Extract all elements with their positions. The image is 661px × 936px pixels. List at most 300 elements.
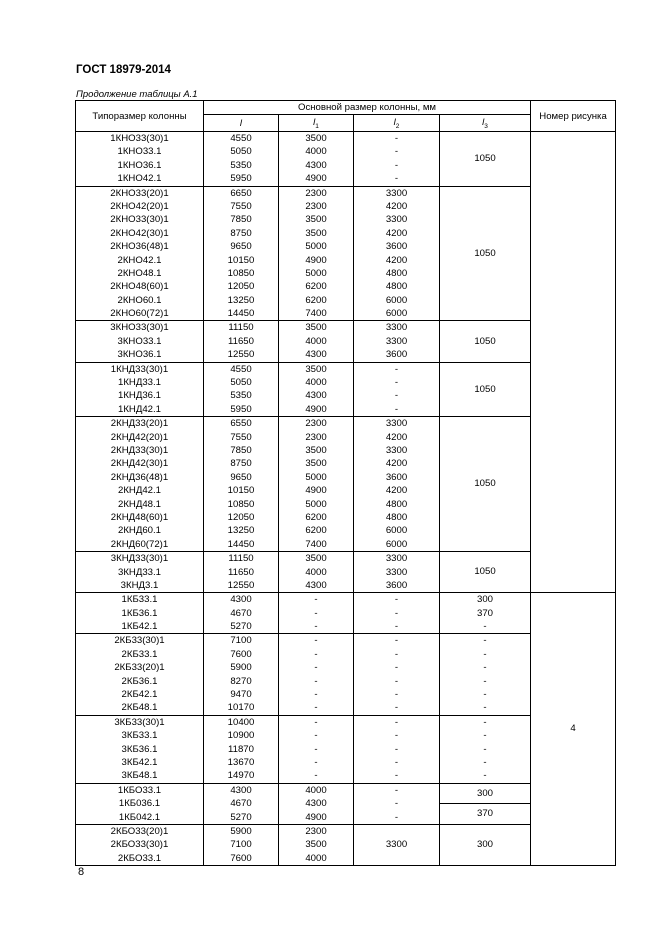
value-l2: 3300 — [385, 335, 408, 347]
value-l1: - — [314, 756, 318, 768]
column-type-name: 3КНО33.1 — [117, 335, 162, 347]
column-type-name: 1КНД33.1 — [117, 377, 162, 389]
value-l3_rows: - — [483, 770, 487, 782]
value-l: 11650 — [228, 335, 254, 347]
value-l3_rows: - — [483, 675, 487, 687]
header-l2 — [354, 115, 440, 132]
value-l2: 3600 — [385, 349, 408, 361]
value-l2: 3600 — [385, 241, 408, 253]
value-l: 12050 — [227, 511, 255, 523]
cell-stack-l1 — [279, 715, 354, 783]
cell-stack-types — [76, 593, 204, 634]
value-l1: 7400 — [305, 538, 327, 550]
value-l2: 4800 — [385, 267, 408, 279]
cell-stack-l — [204, 552, 279, 593]
value-l1: 4000 — [305, 335, 327, 347]
column-type-name: 2КНД42(20)1 — [110, 431, 169, 443]
value-l2: 3300 — [385, 214, 408, 226]
column-type-name: 3КБ33.1 — [121, 730, 158, 742]
column-type-name: 1КБО33.1 — [117, 784, 162, 796]
value-l2: - — [394, 716, 399, 728]
cell-stack-l2 — [354, 715, 440, 783]
value-l2: 6000 — [385, 294, 408, 306]
column-type-name: 3КБ36.1 — [121, 743, 158, 755]
value-l2: 4200 — [385, 227, 408, 239]
column-type-name: 3КНО33(30)1 — [110, 322, 169, 334]
value-l2: 3300 — [354, 824, 440, 865]
figure-number-empty — [531, 132, 616, 593]
cell-stack-l2 — [354, 362, 440, 417]
value-l1: 4300 — [305, 579, 327, 591]
table-body — [76, 132, 616, 866]
column-type-name: 2КНО36(48)1 — [110, 241, 169, 253]
value-l1: 6200 — [305, 281, 327, 293]
value-l1: 2300 — [305, 418, 327, 430]
table-caption: Продолжение таблицы А.1 — [76, 89, 198, 100]
value-l: 7100 — [230, 635, 252, 647]
value-l1: 4000 — [305, 146, 327, 158]
value-l3_rows: - — [483, 689, 487, 701]
column-type-name: 3КБ48.1 — [121, 770, 158, 782]
value-l: 12050 — [227, 281, 255, 293]
column-type-name: 2КНО60.1 — [117, 294, 162, 306]
value-l: 10850 — [227, 267, 255, 279]
value-l2: - — [394, 756, 399, 768]
header-l1-label: l — [313, 116, 316, 128]
header-l3 — [440, 115, 531, 132]
value-l: 7550 — [230, 200, 252, 212]
value-l1: 6200 — [305, 294, 327, 306]
cell-stack-l — [204, 132, 279, 187]
value-l2: - — [394, 159, 399, 171]
cell-stack-types — [76, 824, 204, 865]
value-l2: - — [394, 770, 399, 782]
value-l1: - — [314, 648, 318, 660]
value-l1: 3500 — [305, 227, 327, 239]
cell-stack-l1 — [279, 362, 354, 417]
column-type-name: 2КНД42(30)1 — [110, 458, 169, 470]
column-type-name: 1КНД33(30)1 — [110, 363, 169, 375]
cell-stack-l1 — [279, 593, 354, 634]
cell-stack-types — [76, 321, 204, 362]
value-l: 9650 — [230, 241, 252, 253]
value-l: 11870 — [228, 743, 254, 755]
value-l: 4670 — [230, 798, 252, 810]
value-l: 10170 — [227, 702, 255, 714]
cell-stack-l2 — [354, 593, 440, 634]
value-l2: - — [394, 403, 399, 415]
value-l3_rows: - — [483, 702, 487, 714]
cell-stack-l2 — [354, 321, 440, 362]
cell-stack-l — [204, 824, 279, 865]
column-type-name: 1КБ33.1 — [121, 594, 158, 606]
cell-stack-l1 — [279, 321, 354, 362]
value-l2: 3300 — [385, 444, 408, 456]
value-l1: 3500 — [305, 214, 327, 226]
value-l: 5050 — [230, 146, 252, 158]
value-l2: 4200 — [385, 200, 408, 212]
value-l: 5900 — [230, 662, 252, 674]
cell-stack-l — [204, 715, 279, 783]
column-type-name: 3КНО36.1 — [117, 349, 162, 361]
value-l3_rows: - — [483, 743, 487, 755]
column-type-name: 1КБ42.1 — [121, 621, 158, 633]
value-l3_rows: - — [483, 621, 487, 633]
value-l1: - — [314, 675, 318, 687]
value-l: 11150 — [228, 322, 254, 334]
value-l3_rows: - — [483, 716, 487, 728]
header-figure: Номер рисунка — [531, 101, 616, 132]
value-l3: 1050 — [440, 321, 531, 362]
value-l: 5950 — [230, 403, 252, 415]
value-l: 8750 — [230, 227, 252, 239]
value-l: 10850 — [227, 498, 255, 510]
value-l: 8750 — [230, 458, 252, 470]
value-l1: 5000 — [305, 241, 327, 253]
column-type-name: 2КНО33(30)1 — [110, 214, 169, 226]
column-type-name: 2КНД42.1 — [117, 485, 162, 497]
value-l1: 2300 — [305, 187, 327, 199]
header-l1 — [279, 115, 354, 132]
column-type-name: 2КНД33(20)1 — [110, 418, 169, 430]
value-l3_rows: 300 — [477, 594, 494, 606]
header-l2-sub: 2 — [395, 122, 400, 130]
column-type-name: 1КНД36.1 — [117, 390, 162, 402]
column-type-name: 2КБ33(30)1 — [114, 635, 165, 647]
value-l3_rows: - — [483, 730, 487, 742]
value-l1: 4300 — [305, 159, 327, 171]
value-l1: 6200 — [305, 525, 327, 537]
value-l1: 4000 — [305, 377, 327, 389]
column-type-name: 3КНД3.1 — [120, 579, 159, 591]
column-type-name: 2КНО42(30)1 — [110, 227, 169, 239]
column-type-name: 1КНО42.1 — [117, 173, 162, 185]
value-l: 10150 — [227, 485, 255, 497]
value-l: 4550 — [230, 133, 252, 144]
value-l1: - — [314, 730, 318, 742]
column-type-name: 1КНО33.1 — [117, 146, 162, 158]
value-l1: 4000 — [305, 852, 327, 864]
value-l: 7600 — [230, 648, 252, 660]
value-l1: 3500 — [305, 553, 327, 565]
column-type-name: 2КБ48.1 — [121, 702, 158, 714]
value-l1: - — [314, 662, 318, 674]
value-l2: - — [394, 702, 399, 714]
header-l3-label: l — [482, 116, 485, 128]
value-l1: - — [314, 607, 318, 619]
value-l2: 3600 — [385, 579, 408, 591]
column-type-name: 2КНД48(60)1 — [110, 511, 169, 523]
value-l2: - — [394, 784, 399, 796]
cell-stack-l3_rows — [440, 715, 531, 783]
header-l — [204, 115, 279, 132]
header-l1-sub: 1 — [315, 122, 319, 130]
value-l: 11150 — [228, 553, 254, 565]
value-l1: - — [314, 716, 318, 728]
column-type-name: 2КНО42(20)1 — [110, 200, 169, 212]
value-l1: 3500 — [305, 363, 327, 375]
value-l2: - — [394, 607, 399, 619]
value-l3_rows: - — [483, 662, 487, 674]
column-type-name: 2КНД36(48)1 — [110, 471, 169, 483]
value-l1: 5000 — [305, 498, 327, 510]
value-l1: 4300 — [305, 349, 327, 361]
value-l: 14450 — [227, 308, 255, 320]
column-type-name: 1КБ036.1 — [118, 798, 161, 810]
value-l2: 3300 — [385, 566, 408, 578]
cell-stack-types — [76, 417, 204, 552]
value-l: 7600 — [230, 852, 252, 864]
value-l2: 4200 — [385, 485, 408, 497]
value-l3_rows: - — [483, 648, 487, 660]
value-l: 4550 — [230, 363, 252, 375]
value-l2: - — [394, 146, 399, 158]
value-l1: 7400 — [305, 308, 327, 320]
column-type-name: 3КБ42.1 — [121, 756, 158, 768]
value-l1: 3500 — [305, 444, 327, 456]
value-l2: - — [394, 675, 399, 687]
value-l: 12550 — [227, 349, 255, 361]
cell-stack-types — [76, 552, 204, 593]
cell-stack-types — [76, 132, 204, 187]
table-row — [76, 132, 616, 187]
value-l: 5270 — [230, 621, 252, 633]
value-l1: 4000 — [305, 566, 327, 578]
column-type-name: 3КНД33.1 — [117, 566, 162, 578]
value-l1: 4000 — [305, 784, 327, 796]
value-l: 7850 — [230, 214, 252, 226]
value-l: 14970 — [227, 770, 255, 782]
column-type-name: 2КНД60(72)1 — [110, 538, 169, 550]
value-l: 9470 — [230, 689, 252, 701]
cell-stack-l1 — [279, 634, 354, 715]
cell-stack-l1 — [279, 783, 354, 824]
value-l2: - — [394, 173, 399, 185]
value-l1: 2300 — [305, 825, 327, 837]
cell-stack-l1 — [279, 552, 354, 593]
value-l1: 4900 — [305, 254, 327, 266]
value-l2: 6000 — [385, 525, 408, 537]
value-l2: - — [394, 689, 399, 701]
value-l2: - — [394, 363, 399, 375]
value-l: 9650 — [230, 471, 252, 483]
value-l1: 4300 — [305, 390, 327, 402]
cell-stack-l1 — [279, 132, 354, 187]
value-l1: - — [314, 635, 318, 647]
cell-stack-l2 — [354, 783, 440, 824]
value-l: 7550 — [230, 431, 252, 443]
value-l1: - — [314, 689, 318, 701]
value-l2: - — [394, 743, 399, 755]
column-type-name: 2КБО33(30)1 — [110, 839, 169, 851]
value-l3: 300 — [440, 824, 531, 865]
header-l3-sub: 3 — [484, 122, 488, 130]
value-l2: 3300 — [385, 322, 408, 334]
value-l3: 300 — [440, 783, 531, 804]
cell-stack-l3_rows — [440, 634, 531, 715]
value-l2: 6000 — [385, 538, 408, 550]
cell-stack-l — [204, 417, 279, 552]
column-type-name: 2КБ42.1 — [121, 689, 158, 701]
cell-stack-l — [204, 783, 279, 824]
value-l1: 4900 — [305, 485, 327, 497]
value-l: 13670 — [227, 756, 255, 768]
value-l2: 4200 — [385, 254, 408, 266]
value-l2: - — [394, 377, 399, 389]
value-l: 6550 — [230, 418, 252, 430]
value-l2: 4200 — [385, 431, 408, 443]
value-l3_rows: - — [483, 756, 487, 768]
value-l1: 3500 — [305, 839, 327, 851]
column-type-name: 2КБ36.1 — [121, 675, 158, 687]
value-l: 4300 — [230, 784, 252, 796]
value-l2: - — [394, 811, 399, 823]
value-l: 5350 — [230, 159, 252, 171]
value-l: 8270 — [230, 675, 252, 687]
column-type-name: 1КНД42.1 — [117, 403, 162, 415]
value-l2: - — [394, 133, 399, 144]
cell-stack-types — [76, 186, 204, 321]
value-l3_rows: - — [483, 635, 487, 647]
column-type-name: 2КБ33.1 — [121, 648, 158, 660]
value-l1: 4900 — [305, 173, 327, 185]
value-l1: 6200 — [305, 511, 327, 523]
value-l1: 3500 — [305, 458, 327, 470]
value-l: 5950 — [230, 173, 252, 185]
value-l3: 1050 — [440, 186, 531, 321]
value-l1: 4900 — [305, 403, 327, 415]
value-l2: - — [394, 648, 399, 660]
cell-stack-l2 — [354, 186, 440, 321]
column-type-name: 2КНД33(30)1 — [110, 444, 169, 456]
column-type-name: 2КНО48.1 — [117, 267, 162, 279]
value-l1: 2300 — [305, 200, 327, 212]
value-l2: 4800 — [385, 281, 408, 293]
cell-stack-types — [76, 715, 204, 783]
header-type: Типоразмер колонны — [76, 101, 204, 132]
cell-stack-l2 — [354, 634, 440, 715]
value-l: 5050 — [230, 377, 252, 389]
value-l: 10400 — [227, 716, 255, 728]
value-l3: 1050 — [440, 362, 531, 417]
value-l: 10900 — [227, 730, 255, 742]
column-type-name: 1КБ042.1 — [118, 811, 161, 823]
value-l2: - — [394, 635, 399, 647]
column-type-name: 1КБ36.1 — [121, 607, 158, 619]
value-l: 12550 — [227, 579, 255, 591]
value-l: 5270 — [230, 811, 252, 823]
value-l: 13250 — [227, 525, 255, 537]
value-l: 14450 — [227, 538, 255, 550]
value-l3: 1050 — [440, 132, 531, 187]
column-type-name: 2КНД48.1 — [117, 498, 162, 510]
column-type-name: 1КНО36.1 — [117, 159, 162, 171]
value-l1: 4900 — [305, 811, 327, 823]
value-l1: - — [314, 770, 318, 782]
value-l2: 3300 — [385, 418, 408, 430]
cell-stack-l — [204, 593, 279, 634]
cell-stack-l2 — [354, 417, 440, 552]
cell-stack-l — [204, 362, 279, 417]
header-l-label: l — [239, 117, 243, 129]
value-l: 7100 — [230, 839, 252, 851]
header-main-size: Основной размер колонны, мм — [204, 101, 531, 115]
value-l1: 5000 — [305, 267, 327, 279]
value-l2: - — [394, 730, 399, 742]
column-type-name: 3КНД33(30)1 — [110, 553, 169, 565]
value-l: 5350 — [230, 390, 252, 402]
value-l2: - — [394, 798, 399, 810]
value-l1: - — [314, 621, 318, 633]
column-type-name: 2КБО33(20)1 — [110, 825, 169, 837]
cell-stack-l3_rows — [440, 593, 531, 634]
cell-stack-l1 — [279, 417, 354, 552]
column-type-name: 2КНД60.1 — [117, 525, 162, 537]
value-l3: 370 — [440, 804, 531, 825]
value-l1: - — [314, 743, 318, 755]
value-l: 11650 — [228, 566, 254, 578]
value-l1: 2300 — [305, 431, 327, 443]
value-l2: 3300 — [385, 187, 408, 199]
value-l2: 6000 — [385, 308, 408, 320]
cell-stack-l1 — [279, 186, 354, 321]
value-l2: - — [394, 390, 399, 402]
column-type-name: 1КНО33(30)1 — [110, 133, 169, 144]
cell-stack-l — [204, 321, 279, 362]
value-l2: 4800 — [385, 498, 408, 510]
column-type-name: 2КБО33.1 — [117, 852, 162, 864]
figure-number: 4 — [531, 593, 616, 866]
value-l3_rows: 370 — [477, 607, 494, 619]
value-l1: 3500 — [305, 133, 327, 144]
cell-stack-types — [76, 783, 204, 824]
column-type-name: 2КБ33(20)1 — [114, 662, 165, 674]
value-l: 7850 — [230, 444, 252, 456]
cell-stack-l2 — [354, 132, 440, 187]
value-l3: 1050 — [440, 417, 531, 552]
value-l3: 1050 — [440, 552, 531, 593]
value-l: 4670 — [230, 607, 252, 619]
value-l2: 3600 — [385, 471, 408, 483]
value-l2: 4800 — [385, 511, 408, 523]
page-number: 8 — [78, 866, 85, 878]
table-row — [76, 593, 616, 634]
value-l: 10150 — [227, 254, 255, 266]
value-l: 6650 — [230, 187, 252, 199]
value-l1: - — [314, 702, 318, 714]
cell-stack-l — [204, 186, 279, 321]
cell-stack-l1 — [279, 824, 354, 865]
value-l: 13250 — [227, 294, 255, 306]
cell-stack-types — [76, 362, 204, 417]
column-type-name: 2КНО33(20)1 — [110, 187, 169, 199]
column-type-name: 2КНО48(60)1 — [110, 281, 169, 293]
value-l2: 3300 — [385, 553, 408, 565]
dimensions-table — [75, 100, 616, 866]
value-l2: - — [394, 594, 399, 606]
value-l1: 5000 — [305, 471, 327, 483]
value-l: 5900 — [230, 825, 252, 837]
column-type-name: 2КНО60(72)1 — [110, 308, 169, 320]
value-l1: 4300 — [305, 798, 327, 810]
column-type-name: 3КБ33(30)1 — [114, 716, 165, 728]
value-l1: 3500 — [305, 322, 327, 334]
column-type-name: 2КНО42.1 — [117, 254, 162, 266]
cell-stack-l2 — [354, 552, 440, 593]
value-l2: - — [394, 621, 399, 633]
cell-stack-l — [204, 634, 279, 715]
value-l2: 4200 — [385, 458, 408, 470]
